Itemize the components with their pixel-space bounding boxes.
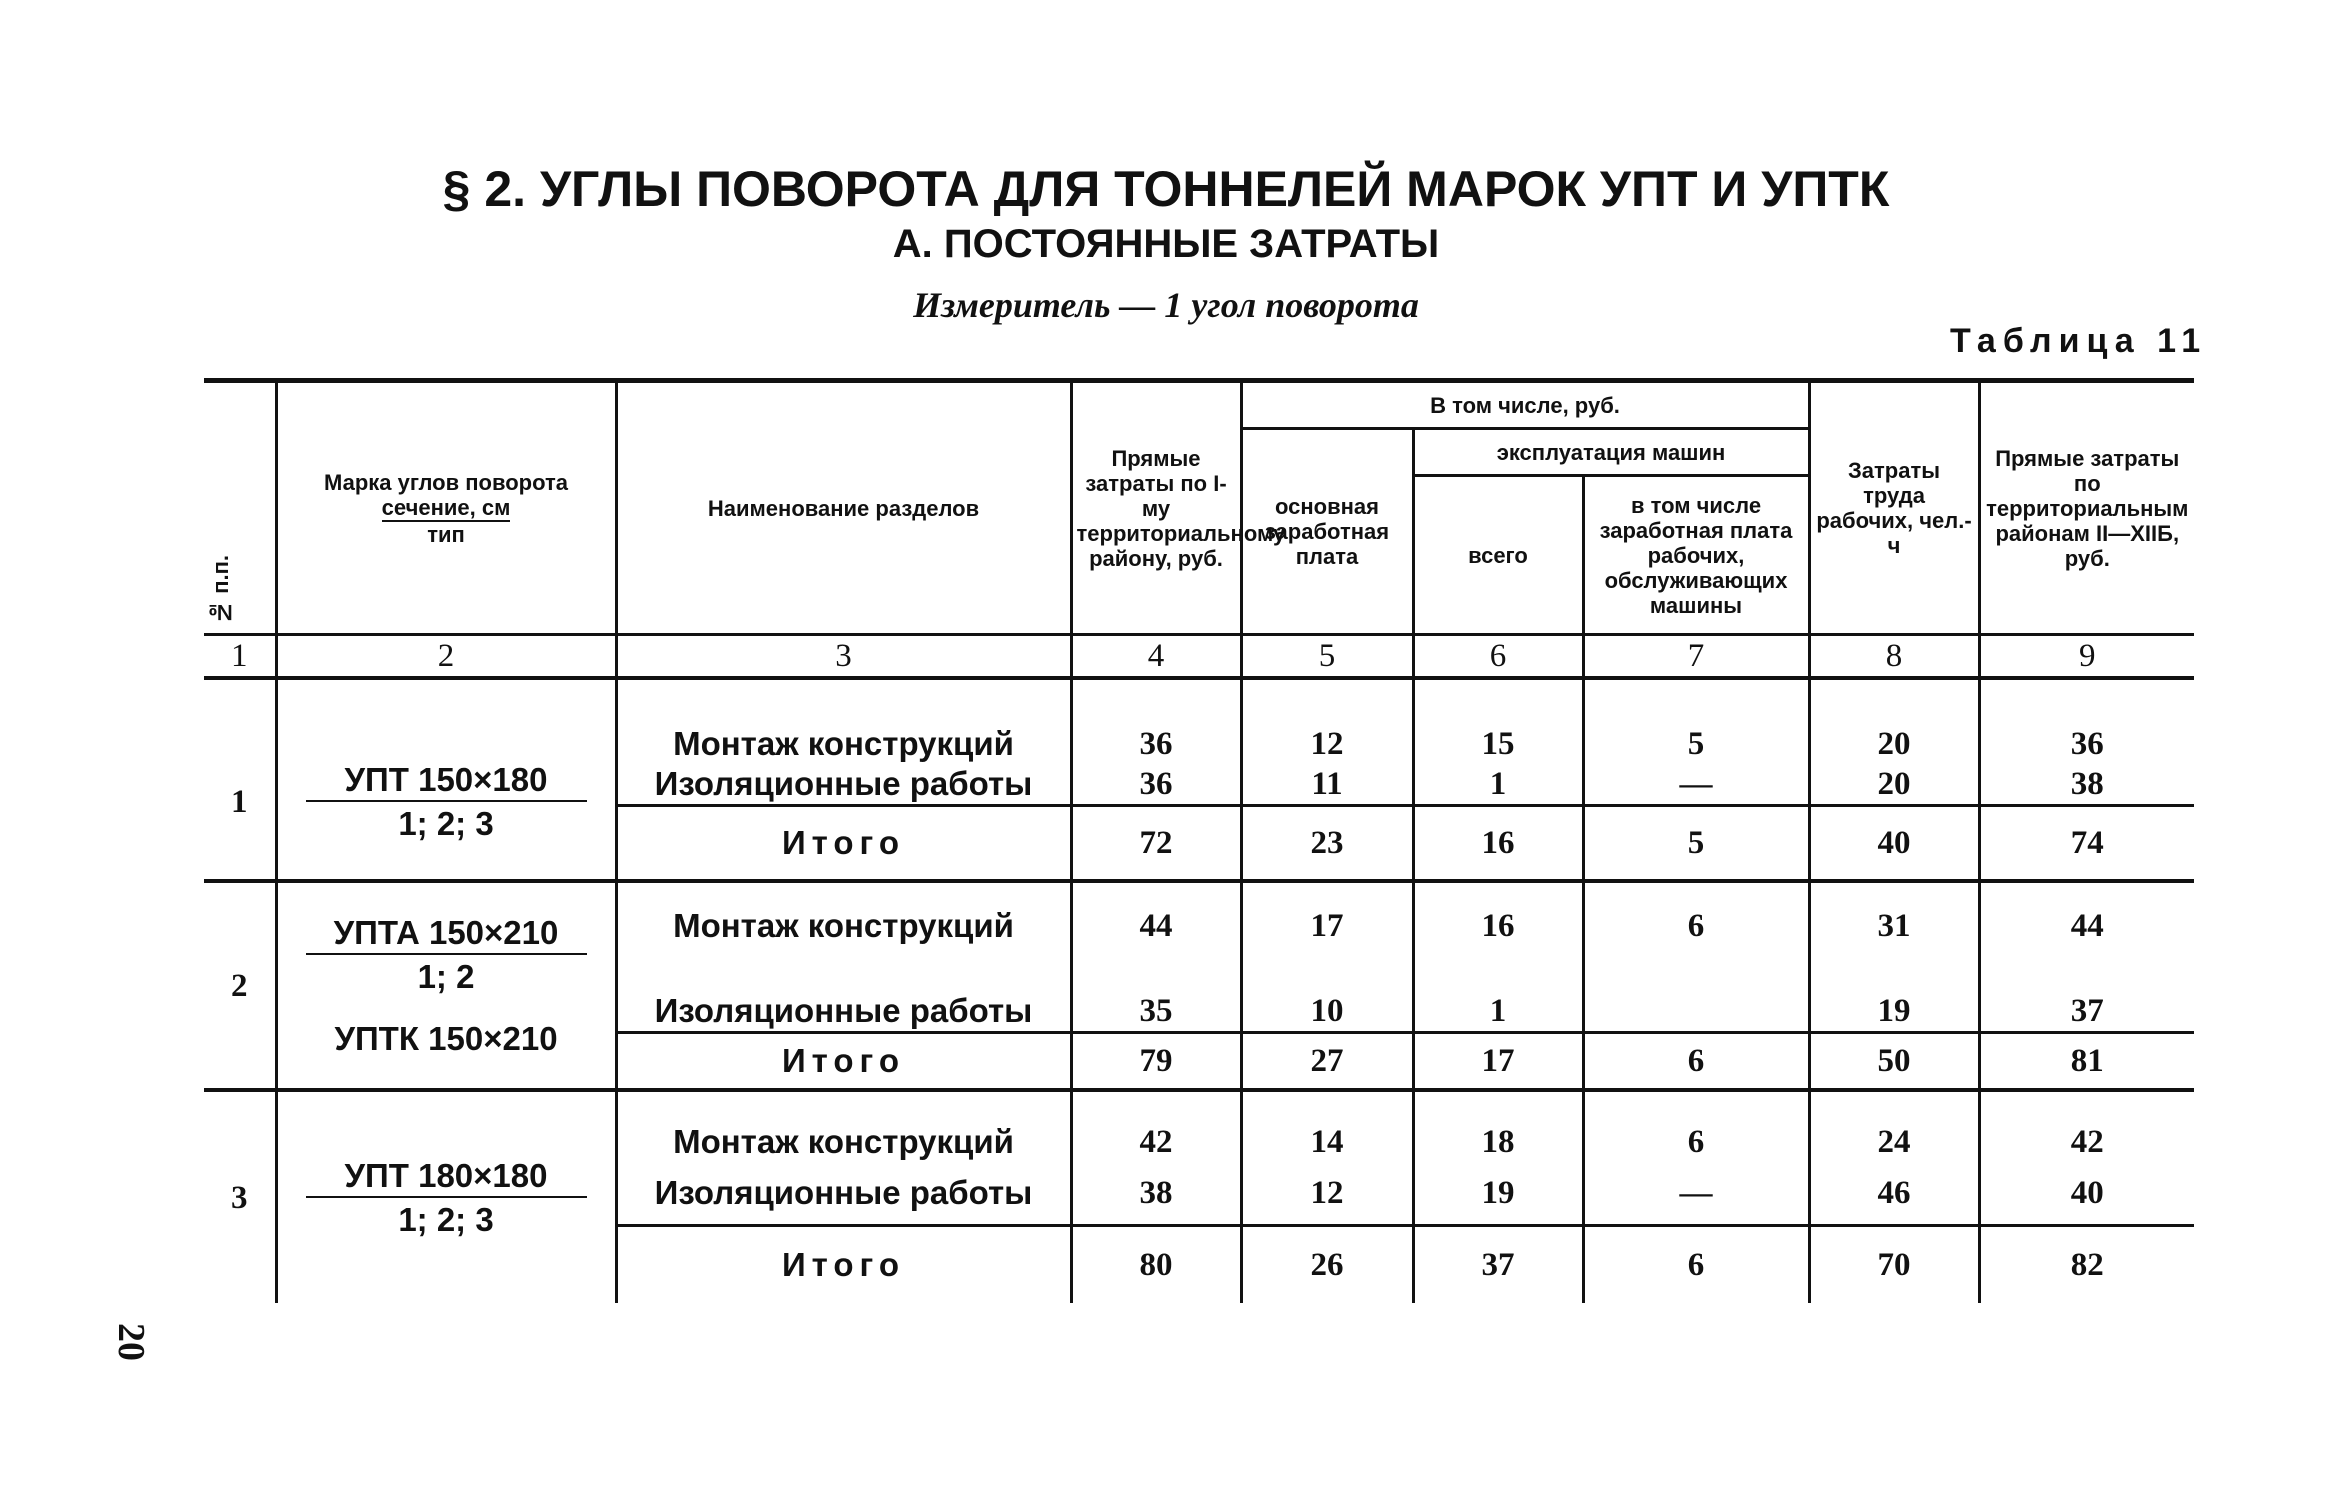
cell-direct-costs-regions: 82 (1979, 1226, 2194, 1304)
cell-machine-total: 16 (1413, 881, 1583, 969)
cell-direct-costs-regions: 37 (1979, 969, 2194, 1033)
cell-direct-costs-regions: 36 (1979, 724, 2194, 764)
cell-machine-total: 18 (1413, 1090, 1583, 1162)
cell-direct-costs: 38 (1071, 1162, 1241, 1226)
cell-base-wage: 12 (1241, 724, 1413, 764)
cell-labor: 50 (1809, 1033, 1979, 1091)
header-mark: Марка углов поворота $\frac{\text{сечение, см}}{\text{тип}}$ (276, 381, 616, 635)
cell-base-wage: 23 (1241, 806, 1413, 882)
cell-base-wage: 26 (1241, 1226, 1413, 1304)
header-section-name: Наименование разделов (616, 381, 1071, 635)
cell-direct-costs: 36 (1071, 724, 1241, 764)
cell-machine-total: 17 (1413, 1033, 1583, 1091)
cost-table (204, 378, 2194, 1303)
column-number: 2 (276, 635, 616, 679)
cell-direct-costs-regions: 81 (1979, 1033, 2194, 1091)
column-number: 5 (1241, 635, 1413, 679)
cell-labor: 19 (1809, 969, 1979, 1033)
column-number: 1 (204, 635, 276, 679)
cell-direct-costs: 72 (1071, 806, 1241, 882)
total-label: Итого (616, 1226, 1071, 1304)
cell-direct-costs: 44 (1071, 881, 1241, 969)
cell-base-wage: 10 (1241, 969, 1413, 1033)
cell-machine-wage: 6 (1583, 1033, 1809, 1091)
cell-machine-total: 1 (1413, 764, 1583, 806)
group-2 (204, 881, 2194, 1090)
cell-labor: 20 (1809, 724, 1979, 764)
table-row (204, 724, 2194, 764)
table-row (204, 678, 2194, 724)
header-machine-total: всего (1413, 476, 1583, 635)
header-mark-fraction: $\frac{\text{сечение, см}}{\text{тип}}$ (381, 494, 511, 547)
header-machine-operation: эксплуатация машин (1413, 429, 1809, 476)
cell-machine-wage: — (1583, 764, 1809, 806)
header-including-group: В том числе, руб. (1241, 381, 1809, 429)
cell-direct-costs-regions: 44 (1979, 881, 2194, 969)
cell-direct-costs: 80 (1071, 1226, 1241, 1304)
tunnel-mark: УПТ 180×180 1; 2; 3 (276, 1090, 616, 1303)
header-direct-costs: Прямые затраты по I-му территориальному району, руб. (1071, 381, 1241, 635)
cell-base-wage: 17 (1241, 881, 1413, 969)
cell-base-wage: 14 (1241, 1090, 1413, 1162)
column-number-row (204, 635, 2194, 679)
section-name: Монтаж конструкций (616, 1090, 1071, 1162)
cell-machine-total: 16 (1413, 806, 1583, 882)
row-index: 3 (204, 1090, 276, 1303)
cell-machine-total: 1 (1413, 969, 1583, 1033)
cell-machine-wage: 6 (1583, 881, 1809, 969)
column-number: 8 (1809, 635, 1979, 679)
cell-direct-costs-regions: 40 (1979, 1162, 2194, 1226)
cell-machine-wage: 6 (1583, 1090, 1809, 1162)
table-label: Таблица 11 (1950, 322, 2208, 360)
cell-base-wage: 12 (1241, 1162, 1413, 1226)
cell-machine-total: 37 (1413, 1226, 1583, 1304)
tunnel-mark: УПТ 150×180 1; 2; 3 (276, 724, 616, 881)
cell-direct-costs: 79 (1071, 1033, 1241, 1091)
column-number: 6 (1413, 635, 1583, 679)
column-number: 4 (1071, 635, 1241, 679)
cell-labor: 31 (1809, 881, 1979, 969)
cell-labor: 70 (1809, 1226, 1979, 1304)
total-label: Итого (616, 806, 1071, 882)
cell-machine-wage: — (1583, 1162, 1809, 1226)
cell-direct-costs: 35 (1071, 969, 1241, 1033)
page-number: 20 (110, 1323, 152, 1361)
page-title: § 2. УГЛЫ ПОВОРОТА ДЛЯ ТОННЕЛЕЙ МАРОК УПТ И УПТК (442, 161, 1890, 217)
cell-labor: 24 (1809, 1090, 1979, 1162)
header-base-wage: основная заработная плата (1241, 429, 1413, 635)
header-direct-costs-regions: Прямые затраты по территориальным районам II—XIIБ, руб. (1979, 381, 2194, 635)
row-index: 1 (231, 783, 248, 820)
table-header (204, 381, 2194, 679)
measure-unit: Измеритель — 1 угол поворота (913, 285, 1419, 325)
section-name: Изоляционные работы (616, 1162, 1071, 1226)
section-subtitle: А. ПОСТОЯННЫЕ ЗАТРАТЫ (892, 222, 1440, 266)
group-3 (204, 1090, 2194, 1303)
cell-base-wage: 27 (1241, 1033, 1413, 1091)
cell-direct-costs-regions: 42 (1979, 1090, 2194, 1162)
header-labor: Затраты труда рабочих, чел.-ч (1809, 381, 1979, 635)
section-name: Изоляционные работы (616, 969, 1071, 1033)
cell-machine-wage: 6 (1583, 1226, 1809, 1304)
cell-direct-costs: 36 (1071, 764, 1241, 806)
cell-labor: 46 (1809, 1162, 1979, 1226)
total-label: Итого (616, 1033, 1071, 1091)
table-row (204, 881, 2194, 969)
section-name: Монтаж конструкций (616, 881, 1071, 969)
table-row (204, 1090, 2194, 1162)
column-number: 7 (1583, 635, 1809, 679)
cell-labor: 20 (1809, 764, 1979, 806)
cell-machine-total: 15 (1413, 724, 1583, 764)
section-name: Монтаж конструкций (616, 724, 1071, 764)
cell-machine-total: 19 (1413, 1162, 1583, 1226)
column-number: 3 (616, 635, 1071, 679)
cell-direct-costs: 42 (1071, 1090, 1241, 1162)
cell-labor: 40 (1809, 806, 1979, 882)
cell-machine-wage (1583, 969, 1809, 1033)
header-row-number: № п.п. (204, 381, 276, 635)
cell-base-wage: 11 (1241, 764, 1413, 806)
column-number: 9 (1979, 635, 2194, 679)
tunnel-mark: УПТА 150×210 1; 2 УПТК 150×210 (276, 881, 616, 1090)
row-index: 2 (204, 881, 276, 1090)
group-1 (204, 678, 2194, 881)
cell-direct-costs-regions: 38 (1979, 764, 2194, 806)
section-name: Изоляционные работы (616, 764, 1071, 806)
header-machine-wage: в том числе заработная плата рабочих, обслуживающих машины (1583, 476, 1809, 635)
cell-direct-costs-regions: 74 (1979, 806, 2194, 882)
cell-machine-wage: 5 (1583, 724, 1809, 764)
cell-machine-wage: 5 (1583, 806, 1809, 882)
